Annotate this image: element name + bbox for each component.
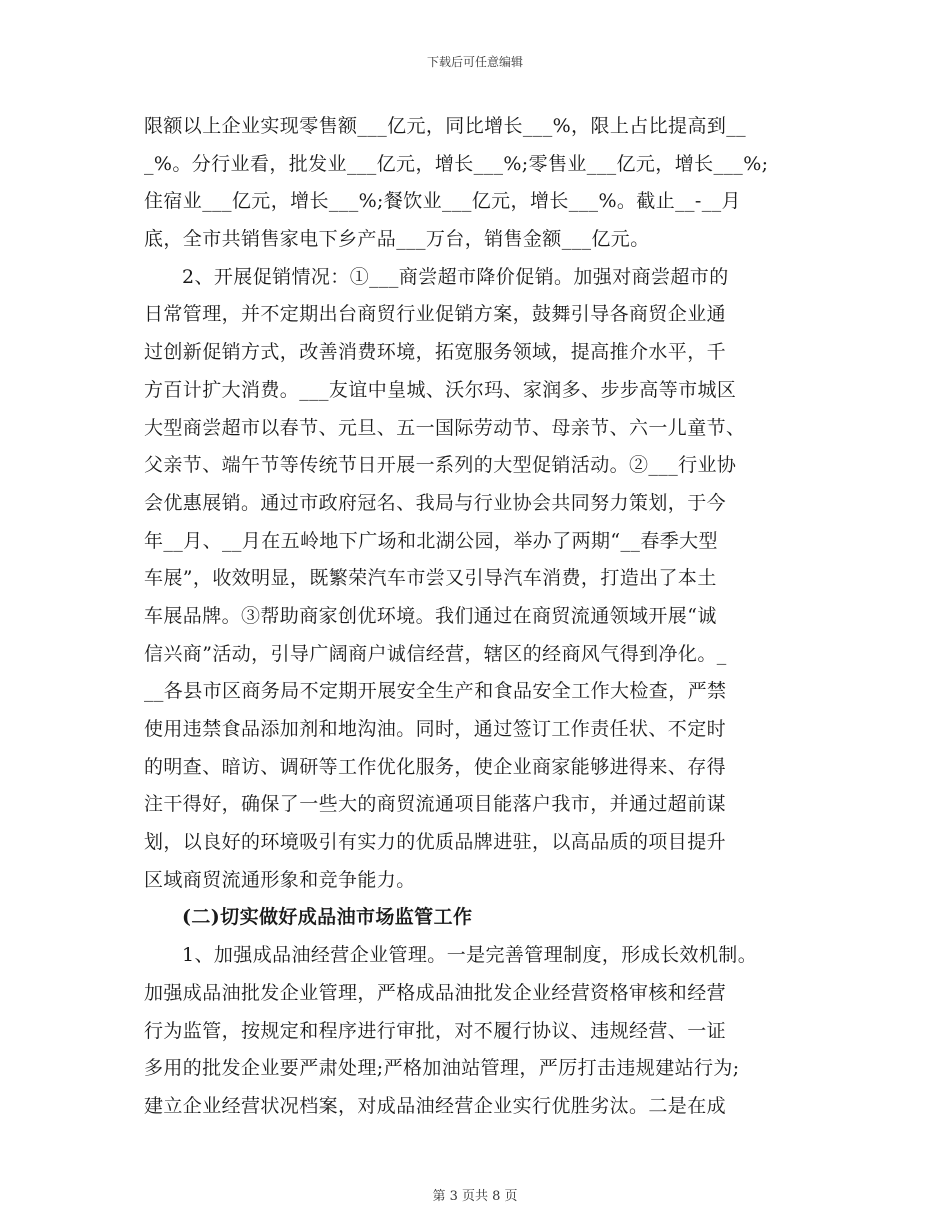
body-line: 父亲节、端午节等传统节日开展一系列的大型促销活动。②___行业协 bbox=[144, 454, 737, 477]
body-line: 1、加强成品油经营企业管理。一是完善管理制度，形成长效机制。 bbox=[182, 944, 758, 967]
body-line: 车展”，收效明显，既繁荣汽车市尝又引导汽车消费，打造出了本土 bbox=[144, 567, 717, 590]
body-line: 建立企业经营状况档案，对成品油经营企业实行优胜劣汰。二是在成 bbox=[144, 1094, 727, 1117]
body-line: 年__月、__月在五岭地下广场和北湖公园，举办了两期“__春季大型 bbox=[144, 529, 718, 552]
body-line: 限额以上企业实现零售额___亿元，同比增长___%，限上占比提高到__ bbox=[144, 115, 747, 137]
body-line: 日常管理，并不定期出台商贸行业促销方案，鼓舞引导各商贸企业通 bbox=[144, 303, 727, 326]
body-line: 注干得好，确保了一些大的商贸流通项目能落户我市，并通过超前谋 bbox=[144, 793, 727, 816]
body-line: 会优惠展销。通过市政府冠名、我局与行业协会共同努力策划，于今 bbox=[144, 491, 727, 514]
body-line: 车展品牌。③帮助商家创优环境。我们通过在商贸流通领域开展“诚 bbox=[144, 604, 717, 627]
page-number: 第 3 页共 8 页 bbox=[432, 1189, 518, 1204]
body-line: _%。分行业看，批发业___亿元，增长___%;零售业___亿元，增长___%; bbox=[144, 152, 769, 175]
body-line: 大型商尝超市以春节、元旦、五一国际劳动节、母亲节、六一儿童节、 bbox=[144, 416, 746, 439]
document-body bbox=[144, 108, 824, 1126]
body-line: 的明查、暗访、调研等工作优化服务，使企业商家能够进得来、存得 bbox=[144, 755, 727, 778]
body-line: 方百计扩大消费。___友谊中皇城、沃尔玛、家润多、步步高等市城区 bbox=[144, 378, 737, 401]
section-heading: (二)切实做好成品油市场监管工作 bbox=[182, 906, 473, 929]
body-line: 2、开展促销情况：①___商尝超市降价促销。加强对商尝超市的 bbox=[182, 265, 729, 288]
body-line: __各县市区商务局不定期开展安全生产和食品安全工作大检查，严禁 bbox=[144, 680, 727, 703]
body-line: 划，以良好的环境吸引有实力的优质品牌进驻，以高品质的项目提升 bbox=[144, 831, 727, 854]
body-line: 过创新促销方式，改善消费环境，拓宽服务领域，提高推介水平，千 bbox=[144, 341, 727, 364]
body-line: 信兴商”活动，引导广阔商户诚信经营，辖区的经商风气得到净化。_ bbox=[144, 642, 727, 665]
body-line: 区域商贸流通形象和竞争能力。 bbox=[144, 868, 416, 891]
page-header: 下载后可任意编辑 bbox=[426, 55, 523, 69]
body-line: 多用的批发企业要严肃处理;严格加油站管理，严厉打击违规建站行为; bbox=[144, 1057, 740, 1080]
body-line: 住宿业___亿元，增长___%;餐饮业___亿元，增长___%。截止__-__月 bbox=[144, 190, 741, 213]
body-line: 底，全市共销售家电下乡产品___万台，销售金额___亿元。 bbox=[144, 228, 650, 251]
body-line: 使用违禁食品添加剂和地沟油。同时，通过签订工作责任状、不定时 bbox=[144, 718, 727, 740]
body-line: 加强成品油批发企业管理，严格成品油批发企业经营资格审核和经营 bbox=[144, 981, 727, 1004]
body-line: 行为监管，按规定和程序进行审批，对不履行协议、违规经营、一证 bbox=[144, 1019, 727, 1042]
